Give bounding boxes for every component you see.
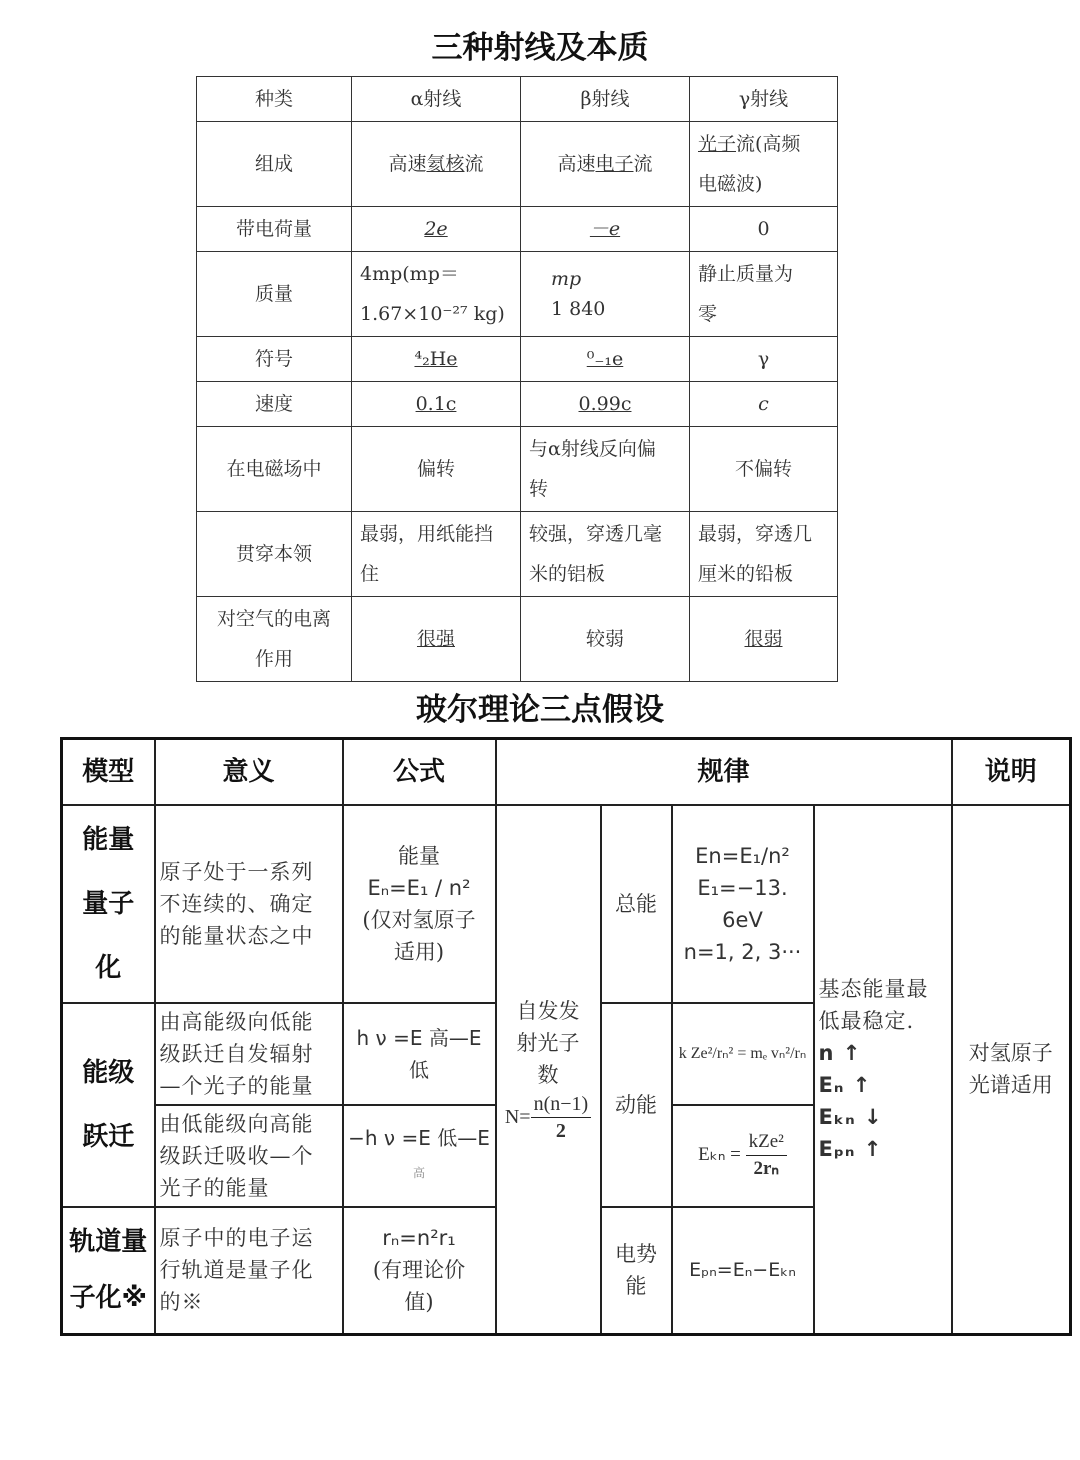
kinetic-energy-formula-1: k Ze²/rₙ² = mₑ vₙ²/rₙ [672,1003,814,1105]
alpha-composition: 高速氦核流 [352,122,521,207]
formula-absorption: −h ν =E 低—E 高 [343,1105,496,1207]
formula-orbit-quantization: rₙ=n²r₁ (有理论价 值) [343,1207,496,1335]
potential-energy-formula: Eₚₙ=Eₙ−Eₖₙ [672,1207,814,1335]
beta-penetration: 较强，穿透几毫 米的铝板 [521,512,690,597]
model-orbit-quantization: 轨道量 子化※ [62,1207,155,1335]
beta-mass: mp 1 840 [521,252,690,337]
kinetic-energy-label: 动能 [601,1003,672,1207]
table-row [197,337,838,382]
meaning-orbit-quantization: 原子中的电子运 行轨道是量子化 的※ [155,1207,343,1335]
header-cell: 种类 [197,77,352,122]
beta-ionization: 较弱 [521,597,690,682]
meaning-energy-quantization: 原子处于一系列 不连续的、确定 的能量状态之中 [155,805,343,1003]
alpha-field: 偏转 [352,427,521,512]
table-row [197,427,838,512]
row-label: 对空气的电离 作用 [197,597,352,682]
gamma-mass: 静止质量为 零 [690,252,838,337]
gamma-speed: c [690,382,838,427]
beta-symbol: ⁰₋₁e [521,337,690,382]
row-label: 贯穿本领 [197,512,352,597]
table-row [197,597,838,682]
trend-cell: 基态能量最 低最稳定. n ↑ Eₙ ↑ Eₖₙ ↓ Eₚₙ ↑ [814,805,952,1335]
beta-charge: －e [521,207,690,252]
table-row [197,207,838,252]
row-label: 组成 [197,122,352,207]
meaning-absorption: 由低能级向高能 级跃迁吸收—个 光子的能量 [155,1105,343,1207]
gamma-composition: 光子流(高频 电磁波) [690,122,838,207]
alpha-penetration: 最弱，用纸能挡 住 [352,512,521,597]
row-label: 符号 [197,337,352,382]
header-meaning: 意义 [155,739,343,805]
alpha-charge: 2e [352,207,521,252]
gamma-charge: 0 [690,207,838,252]
row-label: 带电荷量 [197,207,352,252]
note-cell: 对氢原子 光谱适用 [952,805,1071,1335]
beta-speed: 0.99c [521,382,690,427]
alpha-mass: 4mp(mp＝ 1.67×10⁻²⁷ kg) [352,252,521,337]
model-energy-quantization: 能量 量子 化 [62,805,155,1003]
row-label: 在电磁场中 [197,427,352,512]
total-energy-formula: En=E₁/n² E₁=−13. 6eV n=1, 2, 3··· [672,805,814,1003]
table2-title: 玻尔理论三点假设 [416,692,664,728]
header-law: 规律 [496,739,952,805]
table-row [197,122,838,207]
gamma-field: 不偏转 [690,427,838,512]
beta-composition: 高速电子流 [521,122,690,207]
table1-title: 三种射线及本质 [431,30,649,66]
table-row [62,739,1071,805]
row-label: 速度 [197,382,352,427]
header-model: 模型 [62,739,155,805]
model-energy-transition: 能级 跃迁 [62,1003,155,1207]
potential-energy-label: 电势 能 [601,1207,672,1335]
kinetic-energy-formula-2: Eₖₙ = $\frac{\text{kZe²}}{\text{2rₙ}}$ [672,1105,814,1207]
header-cell: β射线 [521,77,690,122]
total-energy-label: 总能 [601,805,672,1003]
bohr-table [60,737,1072,1336]
gamma-ionization: 很弱 [690,597,838,682]
table-row [62,805,1071,1003]
alpha-symbol: ⁴₂He [352,337,521,382]
beta-field: 与α射线反向偏 转 [521,427,690,512]
header-cell: α射线 [352,77,521,122]
formula-energy-quantization: 能量 Eₙ=E₁ / n² (仅对氢原子 适用) [343,805,496,1003]
header-cell: γ射线 [690,77,838,122]
table-row [197,77,838,122]
alpha-speed: 0.1c [352,382,521,427]
header-note: 说明 [952,739,1071,805]
alpha-ionization: 很强 [352,597,521,682]
meaning-emission: 由高能级向低能 级跃迁自发辐射 —个光子的能量 [155,1003,343,1105]
table-row [197,512,838,597]
row-label: 质量 [197,252,352,337]
formula-emission: h ν =E 高—E 低 [343,1003,496,1105]
spontaneous-emission-cell: 自发发 射光子 数 N= $\frac{n(n-1)}{2}$ [496,805,601,1335]
radiation-table [196,76,838,682]
table-row [197,382,838,427]
gamma-symbol: γ [690,337,838,382]
gamma-penetration: 最弱，穿透几 厘米的铅板 [690,512,838,597]
table-row [197,252,838,337]
header-formula: 公式 [343,739,496,805]
